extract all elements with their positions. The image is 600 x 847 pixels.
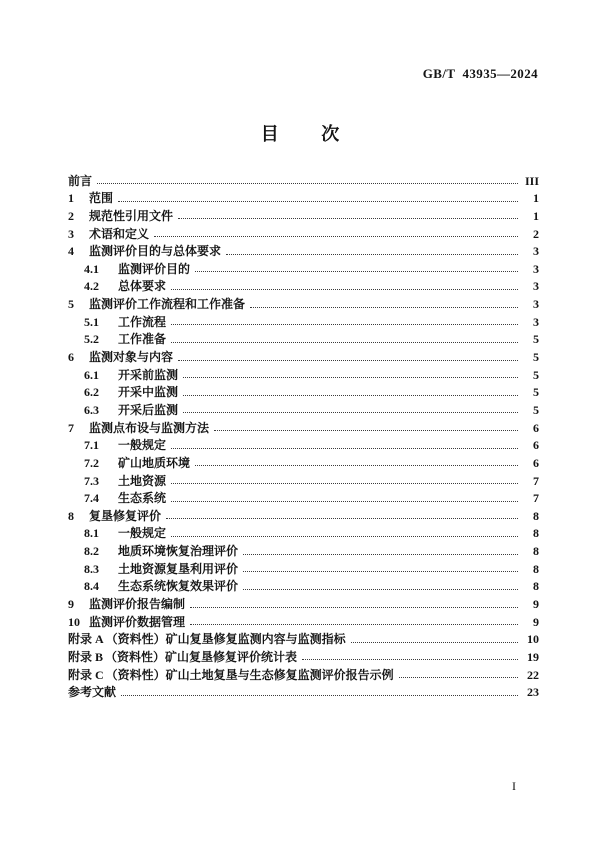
toc-entry-label: 一般规定 [118, 526, 167, 541]
toc-entry-label: 一般规定 [118, 438, 167, 453]
toc-entry[interactable] [68, 488, 539, 506]
toc-entry-label: 矿山地质环境 [118, 455, 191, 470]
toc-entry[interactable] [68, 682, 539, 700]
page-title: 目 次 [260, 124, 340, 144]
dot-leader [195, 271, 518, 272]
toc-entry-number: 5.1 [84, 314, 99, 329]
toc-entry-number: 7.4 [84, 491, 99, 506]
dot-leader [171, 342, 518, 343]
dot-leader [118, 201, 518, 202]
toc-entry[interactable] [68, 593, 539, 611]
toc-entry-page: 19 [527, 649, 539, 664]
toc-entry[interactable] [68, 382, 539, 400]
toc-entry[interactable] [68, 329, 539, 347]
toc-entry-label: 开采后监测 [118, 402, 179, 417]
toc-entry[interactable] [68, 276, 539, 294]
toc-entry-page: 3 [533, 297, 539, 312]
dot-leader [178, 360, 518, 361]
dot-leader [171, 448, 518, 449]
toc-entry-number: 7.3 [84, 473, 99, 488]
toc-entry[interactable] [68, 223, 539, 241]
toc-entry-page: 6 [533, 438, 539, 453]
toc-entry-label: （资料性）矿山复垦修复评价统计表 [105, 649, 298, 664]
toc-entry-number: 1 [68, 191, 74, 206]
toc-list [68, 170, 539, 699]
toc-entry-page: 8 [533, 561, 539, 576]
toc-entry-number: 9 [68, 597, 74, 612]
dot-leader [171, 483, 518, 484]
toc-entry[interactable] [68, 188, 539, 206]
page-number: I [512, 779, 516, 793]
dot-leader [214, 430, 518, 431]
toc-entry[interactable] [68, 664, 539, 682]
toc-entry-number: 附录 A [68, 632, 104, 647]
toc-entry-number: 4 [68, 244, 74, 259]
dot-leader [171, 289, 518, 290]
toc-entry-page: 7 [533, 491, 539, 506]
dot-leader [190, 607, 518, 608]
toc-entry-label: 参考文献 [68, 685, 117, 700]
toc-entry-page: 7 [533, 473, 539, 488]
toc-entry-page: 3 [533, 244, 539, 259]
toc-entry-page: 22 [527, 667, 539, 682]
dot-leader [243, 589, 518, 590]
toc-entry[interactable] [68, 505, 539, 523]
dot-leader [183, 412, 518, 413]
toc-entry[interactable] [68, 417, 539, 435]
dot-leader [195, 465, 518, 466]
toc-entry-number: 10 [68, 614, 80, 629]
toc-entry-label: 监测评价数据管理 [89, 614, 186, 629]
toc-entry-label: 规范性引用文件 [89, 208, 174, 223]
toc-entry[interactable] [68, 470, 539, 488]
dot-leader [154, 236, 518, 237]
toc-entry-page: 5 [533, 332, 539, 347]
toc-entry-number: 8.2 [84, 544, 99, 559]
toc-entry-label: 监测评价目的 [118, 261, 191, 276]
toc-entry[interactable] [68, 558, 539, 576]
toc-entry-page: III [524, 173, 539, 188]
toc-entry-page: 23 [527, 685, 539, 700]
dot-leader [97, 183, 518, 184]
dot-leader [243, 571, 518, 572]
toc-entry[interactable] [68, 205, 539, 223]
toc-entry-label: 开采前监测 [118, 367, 179, 382]
toc-entry-page: 10 [527, 632, 539, 647]
toc-entry-number: 4.2 [84, 279, 99, 294]
toc-entry-label: 术语和定义 [89, 226, 150, 241]
toc-entry-label: 生态系统恢复效果评价 [118, 579, 239, 594]
dot-leader [171, 536, 518, 537]
toc-entry-label: 监测评价工作流程和工作准备 [89, 297, 246, 312]
toc-entry-label: 范围 [89, 191, 114, 206]
dot-leader [171, 501, 518, 502]
toc-entry-page: 1 [533, 208, 539, 223]
toc-entry-number: 6.2 [84, 385, 99, 400]
dot-leader [351, 642, 518, 643]
dot-leader [183, 377, 518, 378]
toc-entry-number: 4.1 [84, 261, 99, 276]
toc-entry-page: 9 [533, 597, 539, 612]
toc-entry[interactable] [68, 540, 539, 558]
toc-entry-number: 附录 C [68, 667, 104, 682]
toc-entry[interactable] [68, 311, 539, 329]
toc-entry-label: 开采中监测 [118, 385, 179, 400]
toc-entry-label: 土地资源 [118, 473, 167, 488]
toc-entry-page: 3 [533, 279, 539, 294]
toc-entry-label: （资料性）矿山复垦修复监测内容与监测指标 [105, 632, 346, 647]
toc-entry-page: 3 [533, 261, 539, 276]
dot-leader [399, 677, 518, 678]
dot-leader [302, 659, 518, 660]
toc-entry-number: 3 [68, 226, 74, 241]
toc-entry-label: 监测对象与内容 [89, 350, 174, 365]
toc-entry-number: 6.3 [84, 402, 99, 417]
toc-entry-number: 5 [68, 297, 74, 312]
toc-entry[interactable] [68, 576, 539, 594]
toc-entry-page: 5 [533, 350, 539, 365]
toc-entry-number: 6 [68, 350, 74, 365]
toc-entry-page: 5 [533, 367, 539, 382]
toc-entry-label: 监测点布设与监测方法 [89, 420, 210, 435]
dot-leader [226, 254, 518, 255]
toc-entry-label: 前言 [68, 173, 93, 188]
standard-code: GB/T 43935—2024 [422, 66, 538, 81]
toc-entry-number: 7.1 [84, 438, 99, 453]
dot-leader [243, 554, 518, 555]
toc-entry-number: 6.1 [84, 367, 99, 382]
toc-entry-label: 总体要求 [118, 279, 167, 294]
dot-leader [171, 324, 518, 325]
toc-entry-page: 8 [533, 579, 539, 594]
toc-entry-number: 2 [68, 208, 74, 223]
toc-entry-number: 7 [68, 420, 74, 435]
toc-entry-page: 3 [533, 314, 539, 329]
toc-entry-number: 附录 B [68, 649, 104, 664]
toc-entry-page: 6 [533, 420, 539, 435]
toc-entry[interactable] [68, 646, 539, 664]
toc-entry-label: 监测评价报告编制 [89, 597, 186, 612]
toc-entry-page: 8 [533, 544, 539, 559]
toc-entry-page: 8 [533, 508, 539, 523]
toc-entry[interactable] [68, 435, 539, 453]
toc-entry-label: 复垦修复评价 [89, 508, 162, 523]
toc-entry[interactable] [68, 293, 539, 311]
toc-entry-label: （资料性）矿山土地复垦与生态修复监测评价报告示例 [105, 667, 394, 682]
toc-entry-number: 8.3 [84, 561, 99, 576]
toc-entry-label: 地质环境恢复治理评价 [118, 544, 239, 559]
toc-entry-number: 8 [68, 508, 74, 523]
toc-entry[interactable] [68, 364, 539, 382]
toc-entry-page: 2 [533, 226, 539, 241]
toc-entry[interactable] [68, 523, 539, 541]
dot-leader [183, 395, 518, 396]
toc-entry-page: 9 [533, 614, 539, 629]
toc-entry[interactable] [68, 399, 539, 417]
toc-entry[interactable] [68, 629, 539, 647]
toc-entry-page: 6 [533, 455, 539, 470]
dot-leader [190, 624, 518, 625]
toc-entry-label: 监测评价目的与总体要求 [89, 244, 222, 259]
dot-leader [166, 518, 518, 519]
toc-entry-number: 5.2 [84, 332, 99, 347]
toc-entry-number: 8.4 [84, 579, 99, 594]
dot-leader [121, 695, 518, 696]
toc-entry-number: 8.1 [84, 526, 99, 541]
toc-entry-page: 5 [533, 385, 539, 400]
toc-entry-label: 工作流程 [118, 314, 167, 329]
toc-entry-page: 5 [533, 402, 539, 417]
toc-entry-number: 7.2 [84, 455, 99, 470]
toc-entry-page: 8 [533, 526, 539, 541]
dot-leader [250, 307, 518, 308]
toc-entry-label: 生态系统 [118, 491, 167, 506]
toc-entry[interactable] [68, 346, 539, 364]
dot-leader [178, 218, 518, 219]
toc-entry[interactable] [68, 611, 539, 629]
toc-entry[interactable] [68, 452, 539, 470]
toc-entry-label: 土地资源复垦利用评价 [118, 561, 239, 576]
toc-entry[interactable] [68, 258, 539, 276]
toc-entry-page: 1 [533, 191, 539, 206]
toc-entry[interactable] [68, 241, 539, 259]
toc-entry-label: 工作准备 [118, 332, 167, 347]
toc-entry[interactable] [68, 170, 539, 188]
